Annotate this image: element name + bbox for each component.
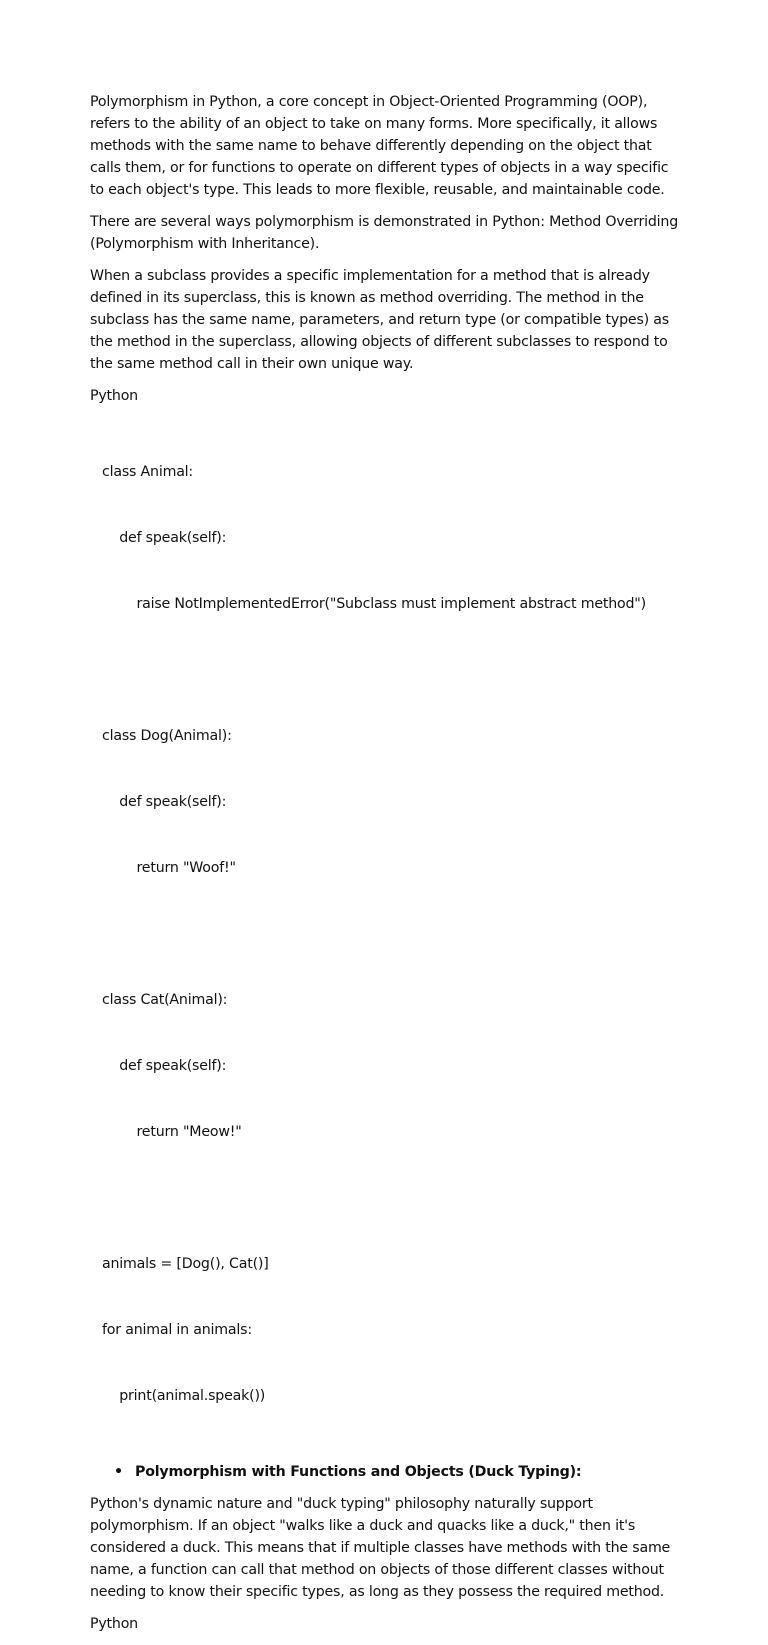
- document-page: [90, 91, 680, 1645]
- code-line: [102, 1187, 680, 1209]
- duck-typing-paragraph: Python's dynamic nature and "duck typing" philosophy naturally support polymorphism. If an object "walks like a duck and quacks like a duck," then it's considered a duck. This means that if multiple classes have methods with the same name, a function can call that method on objects of those different classes without needing to know their specific types, as long as they possess the required method.: [90, 1496, 671, 1600]
- code-language-label-1: Python: [90, 388, 138, 404]
- code-line: [102, 659, 680, 681]
- ways-paragraph: There are several ways polymorphism is demonstrated in Python: Method Overriding (Polymorphism with Inheritance).: [90, 214, 679, 252]
- code-spacer: [90, 1451, 680, 1461]
- method-overriding-paragraph: When a subclass provides a specific implementation for a method that is already defined in its superclass, this is known as method overriding. The method in the subclass has the same name, parameters, and return type (or compatible types) as the method in the superclass, allowing objects of different subclasses to respond to the same method call in their own unique way.: [90, 268, 669, 372]
- duck-typing-bullet: [90, 1461, 680, 1483]
- code-line: return "Woof!": [102, 860, 236, 876]
- intro-paragraph: Polymorphism in Python, a core concept in Object-Oriented Programming (OOP), refers to the ability of an object to take on many forms. More specifically, it allows methods with the same name to behave differently depending on the object that calls them, or for functions to operate on different types of objects in a way specific to each object's type. This leads to more flexible, reusable, and maintainable code.: [90, 94, 669, 198]
- code-line: class Cat(Animal):: [102, 992, 228, 1008]
- code-language-label-2: Python: [90, 1616, 138, 1632]
- code-line: class Dog(Animal):: [102, 728, 232, 744]
- bullet-icon: •: [114, 1464, 123, 1480]
- code-line: class Animal:: [102, 464, 194, 480]
- code-line: return "Meow!": [102, 1124, 242, 1140]
- code-line: def speak(self):: [102, 530, 227, 546]
- python-code-block-1: [90, 417, 680, 1451]
- code-line: [102, 923, 680, 945]
- code-line: for animal in animals:: [102, 1322, 252, 1338]
- bullet-heading: Polymorphism with Functions and Objects (Duck Typing):: [135, 1464, 582, 1480]
- code-line: print(animal.speak()): [102, 1388, 266, 1404]
- code-line: animals = [Dog(), Cat()]: [102, 1256, 269, 1272]
- code-line: def speak(self):: [102, 794, 227, 810]
- code-line: raise NotImplementedError("Subclass must implement abstract method"): [102, 596, 646, 612]
- code-line: def speak(self):: [102, 1058, 227, 1074]
